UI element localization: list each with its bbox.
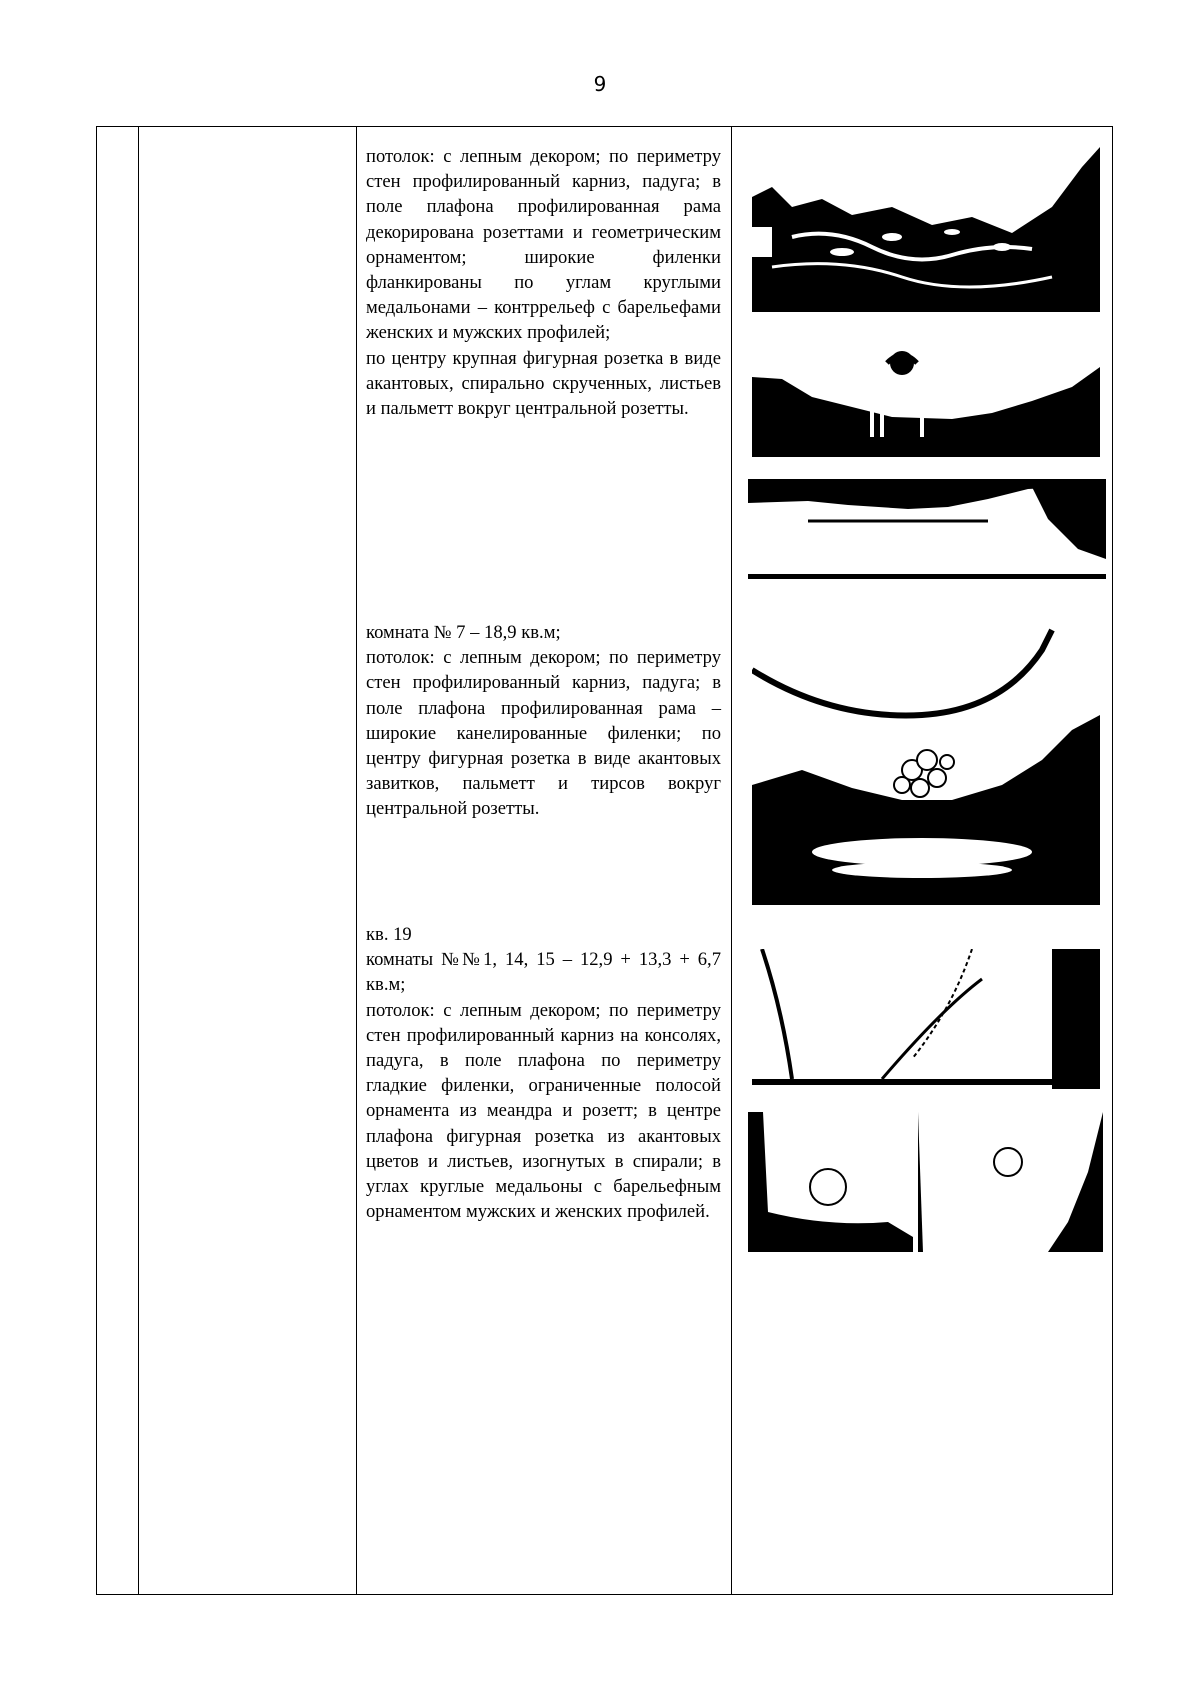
- description-paragraph: комната № 7 – 18,9 кв.м;: [366, 622, 561, 643]
- description-paragraph: потолок: с лепным декором; по периметру стен профилированный карниз, падуга; в поле плафона профилированная рама – широкие канелированные филенки; по центру фигурная розетка в виде акантовых завитков, пальметт и тирсов вокруг центральной розетты.: [366, 647, 721, 820]
- ceiling-photo: [748, 479, 1106, 579]
- ceiling-photo: [748, 1112, 1103, 1252]
- inventory-table: [96, 126, 1113, 1595]
- ceiling-photo: [752, 949, 1100, 1089]
- description-paragraph: по центру крупная фигурная розетка в виде акантовых, спирально скрученных, листьев и пальметт вокруг центральной розетты.: [366, 347, 721, 420]
- page-number: 9: [593, 72, 607, 96]
- ceiling-photo: [752, 137, 1100, 312]
- description-paragraph: потолок: с лепным декором; по периметру стен профилированный карниз на консолях, падуга, в поле плафона по периметру гладкие филенки, ограниченные полосой орнамента из меандра и розетт; в центре плафона фигурная розетка из акантовых цветов и листьев, изогнутых в спирали; в углах круглые медальоны с барельефным орнаментом мужских и женских профилей.: [366, 999, 721, 1223]
- ceiling-description-2: [366, 620, 721, 822]
- column-divider: [731, 127, 732, 1594]
- description-paragraph: кв. 19: [366, 924, 412, 945]
- column-divider: [356, 127, 357, 1594]
- description-paragraph: потолок: с лепным декором; по периметру стен профилированный карниз, падуга; в поле плафона профилированная рама декорирована розеттами и геометрическим орнаментом; широкие филенки фланкированы по углам круглыми медальонами – контррельеф с барельефами женских и мужских профилей;: [366, 146, 721, 344]
- description-paragraph: комнаты №№1, 14, 15 – 12,9 + 13,3 + 6,7 кв.м;: [366, 949, 721, 996]
- ceiling-photo: [752, 610, 1100, 905]
- ceiling-photo: [752, 317, 1100, 457]
- ceiling-description-1: [366, 144, 721, 421]
- ceiling-description-3: [366, 922, 721, 1224]
- column-divider: [138, 127, 139, 1594]
